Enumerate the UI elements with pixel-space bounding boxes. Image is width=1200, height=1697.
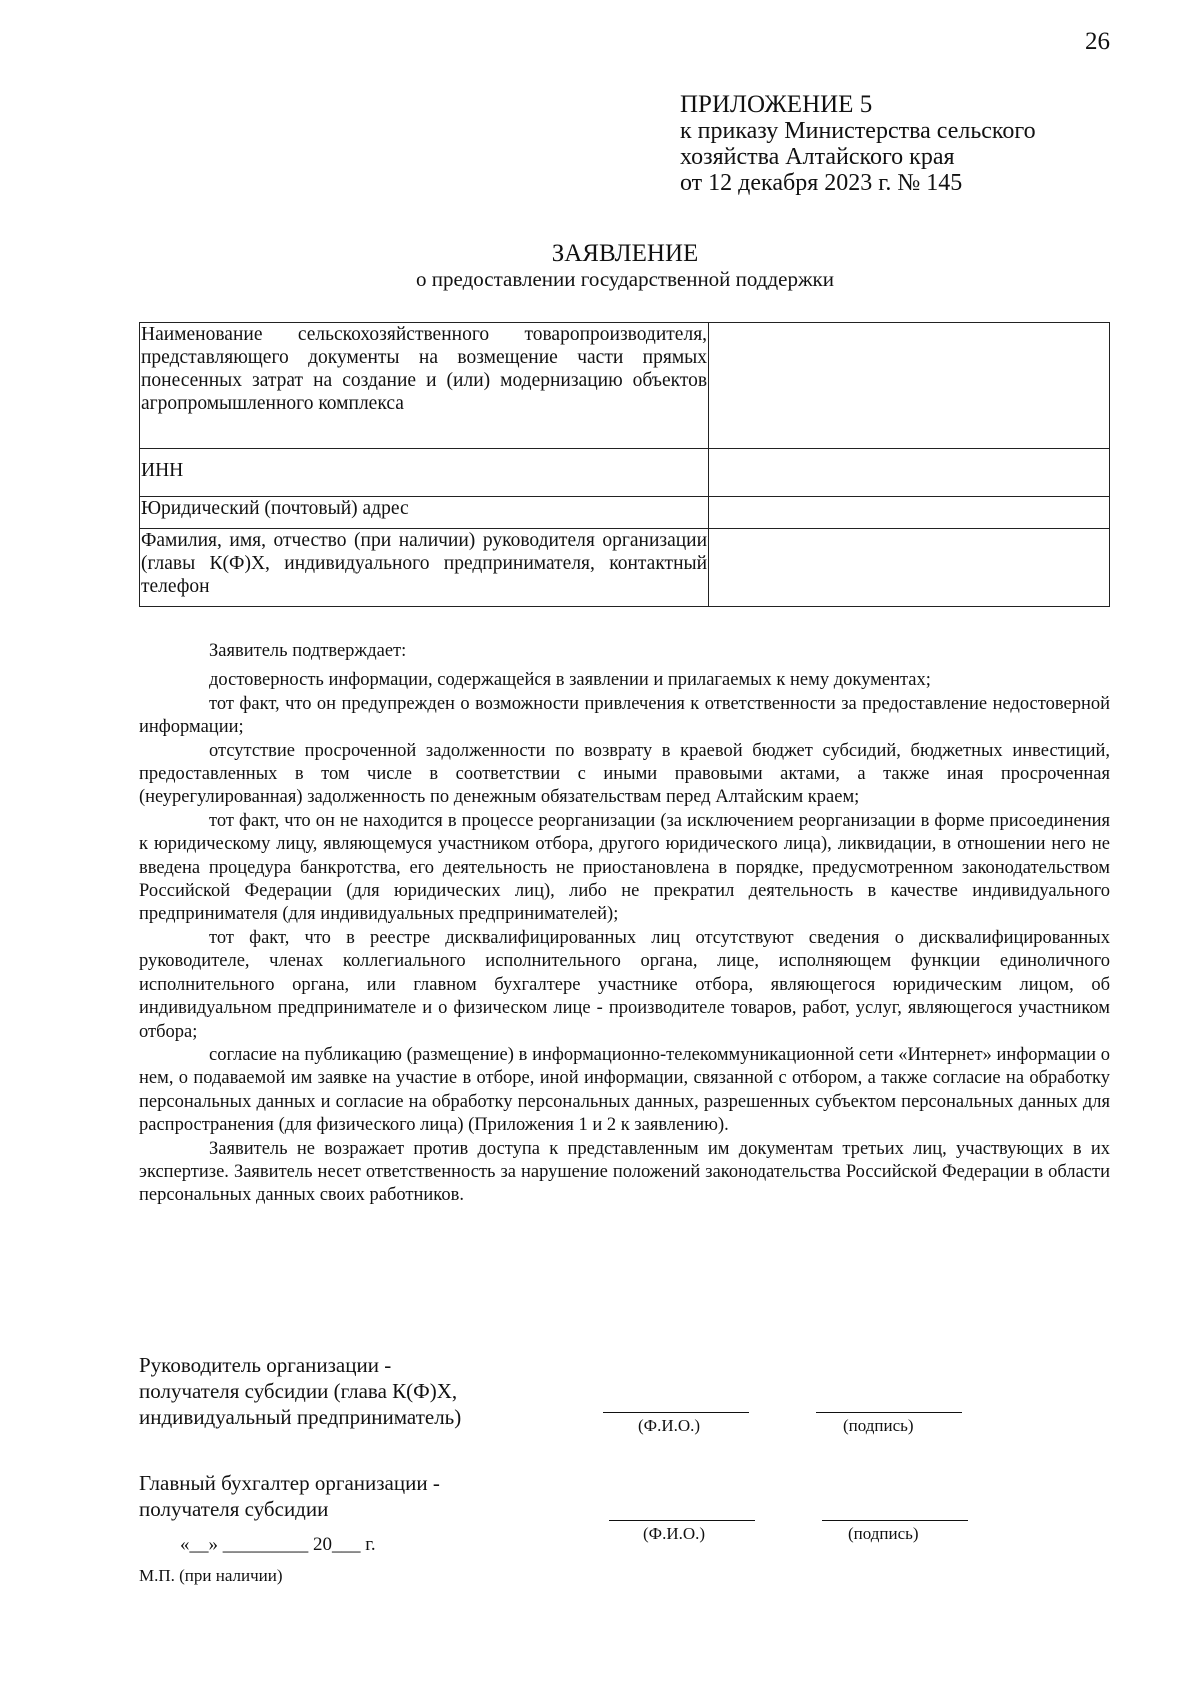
head-sign-caption: (подпись) <box>843 1416 914 1435</box>
paragraph: достоверность информации, содержащейся в заявлении и прилагаемых к нему документах; <box>209 670 931 691</box>
table-row <box>140 323 1110 449</box>
appendix-line-1: к приказу Министерства сельского <box>680 118 1036 144</box>
appendix-line-3: от 12 декабря 2023 г. № 145 <box>680 170 963 196</box>
head-label-line: Руководитель организации - <box>139 1353 392 1377</box>
row-label-manager: Фамилия, имя, отчество (при наличии) руководителя организации (главы К(Ф)Х, индивидуального предпринимателя, контактный телефон <box>140 529 709 607</box>
paragraph: тот факт, что он предупрежден о возможности привлечения к ответственности за предоставление недостоверной информации; <box>139 693 1110 738</box>
head-label-line: индивидуальный предприниматель) <box>139 1405 462 1429</box>
paragraph: Заявитель подтверждает: <box>209 641 407 661</box>
applicant-info-table <box>139 322 1110 607</box>
accountant-fio-caption: (Ф.И.О.) <box>643 1524 706 1543</box>
date-field[interactable]: «__» _________ 20___ г. <box>180 1534 376 1555</box>
accountant-fio-line[interactable] <box>609 1520 755 1521</box>
accountant-sign-caption: (подпись) <box>848 1524 919 1543</box>
table-row <box>140 497 1110 529</box>
row-value-producer-name[interactable] <box>709 323 1110 449</box>
head-signature-line[interactable] <box>816 1412 962 1413</box>
accountant-signature-label <box>139 1470 440 1522</box>
paragraph: тот факт, что в реестре дисквалифицированных лиц отсутствуют сведения о дисквалифицированных руководителе, членах коллегиального исполнительного органа, лице, исполняющем функции единоличного исполнительного органа, или главном бухгалтере участнике отбора, являющегося юридическим лицом, об индивидуальном предпринимателе и о физическом лице - производителе товаров, работ, услуг, являющегося участником отбора; <box>139 927 1110 1042</box>
page-number: 26 <box>1085 28 1110 55</box>
appendix-heading: ПРИЛОЖЕНИЕ 5 <box>680 91 873 118</box>
document-subtitle: о предоставлении государственной поддержки <box>416 267 834 291</box>
head-signature-label <box>139 1352 461 1430</box>
row-value-address[interactable] <box>709 497 1110 529</box>
accountant-label-line: Главный бухгалтер организации - <box>139 1471 440 1495</box>
document-title: ЗАЯВЛЕНИЕ <box>551 240 699 267</box>
head-fio-caption: (Ф.И.О.) <box>638 1416 701 1435</box>
head-fio-line[interactable] <box>603 1412 749 1413</box>
paragraph: отсутствие просроченной задолженности по возврату в краевой бюджет субсидий, бюджетных инвестиций, предоставленных в том числе в соответствии с иными правовыми актами, а также иная просроченная (неурегулированная) задолженность по денежным обязательствам перед Алтайским краем; <box>139 740 1110 808</box>
paragraph: тот факт, что он не находится в процессе реорганизации (за исключением реорганизации в форме присоединения к юридическому лицу, являющемуся участником отбора, другого юридического лица), ликвидации, в отношении него не введена процедура банкротства, его деятельность не приостановлена в порядке, предусмотренном законодательством Российской Федерации (для юридических лиц), либо не прекратил деятельность в качестве индивидуального предпринимателя (для индивидуальных предпринимателей); <box>139 810 1110 925</box>
accountant-signature-line[interactable] <box>822 1520 968 1521</box>
table-row <box>140 449 1110 497</box>
row-value-manager[interactable] <box>709 529 1110 607</box>
declaration-text <box>139 640 1110 1208</box>
head-label-line: получателя субсидии (глава К(Ф)Х, <box>139 1379 458 1403</box>
row-label-producer-name: Наименование сельскохозяйственного товаропроизводителя, представляющего документы на возмещение части прямых понесенных затрат на создание и (или) модернизацию объектов агропромышленного комплекса <box>140 323 709 449</box>
accountant-label-line: получателя субсидии <box>139 1497 329 1521</box>
paragraph: Заявитель не возражает против доступа к представленным им документам третьих лиц, участвующих в их экспертизе. Заявитель несет ответственность за нарушение положений законодательства Российской Федерации в области персональных данных своих работников. <box>139 1138 1110 1206</box>
appendix-block <box>680 92 1036 196</box>
stamp-place: М.П. (при наличии) <box>139 1566 283 1585</box>
paragraph: согласие на публикацию (размещение) в информационно-телекоммуникационной сети «Интернет» информации о нем, о подаваемой им заявке на участие в отборе, иной информации, связанной с отбором, а также согласие на обработку персональных данных и согласие на обработку персональных данных, разрешенных субъектом персональных данных для распространения (для физического лица) (Приложения 1 и 2 к заявлению). <box>139 1044 1110 1136</box>
row-value-inn[interactable] <box>709 449 1110 497</box>
row-label-inn: ИНН <box>140 449 709 497</box>
table-row <box>140 529 1110 607</box>
row-label-address: Юридический (почтовый) адрес <box>140 497 709 529</box>
appendix-line-2: хозяйства Алтайского края <box>680 144 955 170</box>
